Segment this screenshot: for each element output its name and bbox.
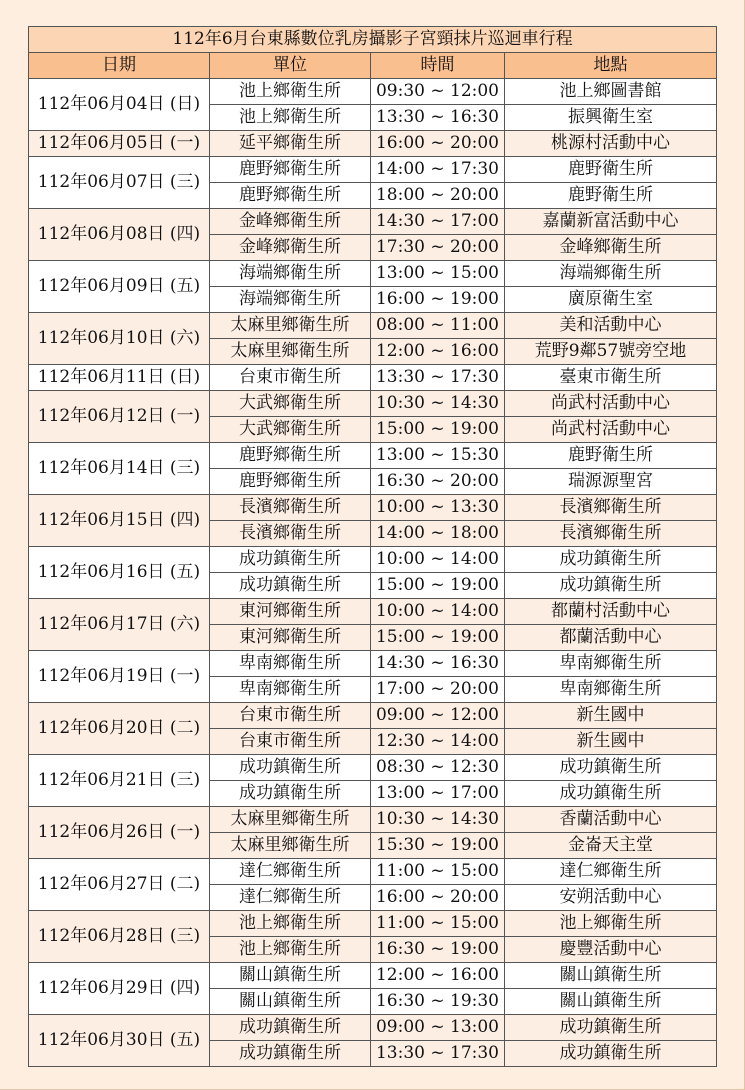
unit-cell: 太麻里鄉衛生所	[210, 339, 371, 365]
date-group	[29, 1015, 717, 1067]
time-cell: 15:30 ~ 19:00	[371, 833, 505, 859]
date-cell: 112年06月09日 (五)	[29, 261, 210, 313]
date-group	[29, 911, 717, 963]
date-cell: 112年06月10日 (六)	[29, 313, 210, 365]
place-cell: 長濱鄉衛生所	[505, 495, 717, 521]
date-cell: 112年06月15日 (四)	[29, 495, 210, 547]
unit-cell: 海端鄉衛生所	[210, 261, 371, 287]
date-group	[29, 703, 717, 755]
place-cell: 瑞源源聖宮	[505, 469, 717, 495]
place-cell: 臺東市衛生所	[505, 365, 717, 391]
place-cell: 香蘭活動中心	[505, 807, 717, 833]
time-cell: 13:00 ~ 15:30	[371, 443, 505, 469]
time-cell: 11:00 ~ 15:00	[371, 859, 505, 885]
unit-cell: 池上鄉衛生所	[210, 937, 371, 963]
time-cell: 16:30 ~ 19:00	[371, 937, 505, 963]
time-cell: 12:30 ~ 14:00	[371, 729, 505, 755]
unit-cell: 長濱鄉衛生所	[210, 521, 371, 547]
header-row	[29, 53, 717, 79]
date-group	[29, 859, 717, 911]
time-cell: 12:00 ~ 16:00	[371, 963, 505, 989]
unit-cell: 台東市衛生所	[210, 703, 371, 729]
table-row	[29, 651, 717, 677]
place-cell: 成功鎮衛生所	[505, 1041, 717, 1067]
place-cell: 金峰鄉衛生所	[505, 235, 717, 261]
time-cell: 14:30 ~ 16:30	[371, 651, 505, 677]
unit-cell: 東河鄉衛生所	[210, 625, 371, 651]
time-cell: 10:00 ~ 14:00	[371, 599, 505, 625]
title-row	[29, 27, 717, 53]
table-row	[29, 261, 717, 287]
date-group	[29, 157, 717, 209]
unit-cell: 關山鎮衛生所	[210, 989, 371, 1015]
date-group	[29, 807, 717, 859]
unit-cell: 成功鎮衛生所	[210, 781, 371, 807]
header-unit: 單位	[210, 53, 371, 79]
date-group	[29, 391, 717, 443]
time-cell: 16:30 ~ 20:00	[371, 469, 505, 495]
unit-cell: 成功鎮衛生所	[210, 547, 371, 573]
place-cell: 鹿野衛生所	[505, 157, 717, 183]
date-cell: 112年06月11日 (日)	[29, 365, 210, 391]
table-row	[29, 443, 717, 469]
place-cell: 都蘭村活動中心	[505, 599, 717, 625]
place-cell: 新生國中	[505, 729, 717, 755]
date-cell: 112年06月30日 (五)	[29, 1015, 210, 1067]
place-cell: 池上鄉圖書館	[505, 79, 717, 105]
unit-cell: 鹿野鄉衛生所	[210, 183, 371, 209]
time-cell: 17:30 ~ 20:00	[371, 235, 505, 261]
unit-cell: 大武鄉衛生所	[210, 391, 371, 417]
place-cell: 成功鎮衛生所	[505, 573, 717, 599]
unit-cell: 池上鄉衛生所	[210, 105, 371, 131]
table-row	[29, 911, 717, 937]
unit-cell: 成功鎮衛生所	[210, 1041, 371, 1067]
place-cell: 鹿野衛生所	[505, 443, 717, 469]
place-cell: 尚武村活動中心	[505, 417, 717, 443]
time-cell: 13:00 ~ 15:00	[371, 261, 505, 287]
table-row	[29, 365, 717, 391]
unit-cell: 太麻里鄉衛生所	[210, 313, 371, 339]
date-cell: 112年06月17日 (六)	[29, 599, 210, 651]
time-cell: 13:00 ~ 17:00	[371, 781, 505, 807]
time-cell: 09:00 ~ 12:00	[371, 703, 505, 729]
time-cell: 12:00 ~ 16:00	[371, 339, 505, 365]
place-cell: 荒野9鄰57號旁空地	[505, 339, 717, 365]
unit-cell: 卑南鄉衛生所	[210, 677, 371, 703]
time-cell: 15:00 ~ 19:00	[371, 573, 505, 599]
place-cell: 海端鄉衛生所	[505, 261, 717, 287]
unit-cell: 池上鄉衛生所	[210, 79, 371, 105]
table-row	[29, 131, 717, 157]
time-cell: 08:00 ~ 11:00	[371, 313, 505, 339]
time-cell: 16:00 ~ 20:00	[371, 885, 505, 911]
place-cell: 金崙天主堂	[505, 833, 717, 859]
date-group	[29, 313, 717, 365]
table-row	[29, 79, 717, 105]
time-cell: 18:00 ~ 20:00	[371, 183, 505, 209]
table-row	[29, 547, 717, 573]
place-cell: 桃源村活動中心	[505, 131, 717, 157]
unit-cell: 東河鄉衛生所	[210, 599, 371, 625]
date-cell: 112年06月12日 (一)	[29, 391, 210, 443]
place-cell: 美和活動中心	[505, 313, 717, 339]
place-cell: 卑南鄉衛生所	[505, 677, 717, 703]
time-cell: 17:00 ~ 20:00	[371, 677, 505, 703]
time-cell: 09:00 ~ 13:00	[371, 1015, 505, 1041]
unit-cell: 達仁鄉衛生所	[210, 859, 371, 885]
time-cell: 10:30 ~ 14:30	[371, 807, 505, 833]
time-cell: 10:00 ~ 14:00	[371, 547, 505, 573]
unit-cell: 太麻里鄉衛生所	[210, 807, 371, 833]
date-cell: 112年06月29日 (四)	[29, 963, 210, 1015]
place-cell: 尚武村活動中心	[505, 391, 717, 417]
place-cell: 長濱鄉衛生所	[505, 521, 717, 547]
table-title: 112年6月台東縣數位乳房攝影子宮頸抹片巡迴車行程	[29, 27, 717, 53]
table-row	[29, 391, 717, 417]
table-row	[29, 755, 717, 781]
date-cell: 112年06月26日 (一)	[29, 807, 210, 859]
date-cell: 112年06月20日 (二)	[29, 703, 210, 755]
unit-cell: 鹿野鄉衛生所	[210, 443, 371, 469]
unit-cell: 成功鎮衛生所	[210, 1015, 371, 1041]
place-cell: 安朔活動中心	[505, 885, 717, 911]
place-cell: 達仁鄉衛生所	[505, 859, 717, 885]
place-cell: 都蘭活動中心	[505, 625, 717, 651]
date-cell: 112年06月07日 (三)	[29, 157, 210, 209]
time-cell: 16:30 ~ 19:30	[371, 989, 505, 1015]
unit-cell: 池上鄉衛生所	[210, 911, 371, 937]
place-cell: 嘉蘭新富活動中心	[505, 209, 717, 235]
date-group	[29, 261, 717, 313]
unit-cell: 金峰鄉衛生所	[210, 235, 371, 261]
unit-cell: 達仁鄉衛生所	[210, 885, 371, 911]
date-group	[29, 209, 717, 261]
unit-cell: 延平鄉衛生所	[210, 131, 371, 157]
table-row	[29, 599, 717, 625]
date-group	[29, 365, 717, 391]
date-cell: 112年06月21日 (三)	[29, 755, 210, 807]
time-cell: 16:00 ~ 19:00	[371, 287, 505, 313]
table-row	[29, 963, 717, 989]
unit-cell: 卑南鄉衛生所	[210, 651, 371, 677]
time-cell: 14:30 ~ 17:00	[371, 209, 505, 235]
time-cell: 10:30 ~ 14:30	[371, 391, 505, 417]
unit-cell: 長濱鄉衛生所	[210, 495, 371, 521]
unit-cell: 鹿野鄉衛生所	[210, 469, 371, 495]
table-row	[29, 703, 717, 729]
unit-cell: 海端鄉衛生所	[210, 287, 371, 313]
place-cell: 成功鎮衛生所	[505, 781, 717, 807]
date-cell: 112年06月05日 (一)	[29, 131, 210, 157]
date-group	[29, 79, 717, 131]
time-cell: 14:00 ~ 18:00	[371, 521, 505, 547]
place-cell: 鹿野衛生所	[505, 183, 717, 209]
header-date: 日期	[29, 53, 210, 79]
time-cell: 13:30 ~ 16:30	[371, 105, 505, 131]
place-cell: 關山鎮衛生所	[505, 963, 717, 989]
time-cell: 15:00 ~ 19:00	[371, 417, 505, 443]
unit-cell: 成功鎮衛生所	[210, 755, 371, 781]
table-row	[29, 807, 717, 833]
place-cell: 成功鎮衛生所	[505, 1015, 717, 1041]
unit-cell: 成功鎮衛生所	[210, 573, 371, 599]
table-row	[29, 209, 717, 235]
table-row	[29, 495, 717, 521]
unit-cell: 台東市衛生所	[210, 365, 371, 391]
date-group	[29, 495, 717, 547]
date-cell: 112年06月04日 (日)	[29, 79, 210, 131]
date-group	[29, 599, 717, 651]
time-cell: 11:00 ~ 15:00	[371, 911, 505, 937]
header-time: 時間	[371, 53, 505, 79]
date-cell: 112年06月16日 (五)	[29, 547, 210, 599]
place-cell: 成功鎮衛生所	[505, 755, 717, 781]
unit-cell: 大武鄉衛生所	[210, 417, 371, 443]
time-cell: 08:30 ~ 12:30	[371, 755, 505, 781]
place-cell: 新生國中	[505, 703, 717, 729]
date-group	[29, 131, 717, 157]
unit-cell: 關山鎮衛生所	[210, 963, 371, 989]
date-cell: 112年06月08日 (四)	[29, 209, 210, 261]
table-row	[29, 1015, 717, 1041]
time-cell: 14:00 ~ 17:30	[371, 157, 505, 183]
date-group	[29, 651, 717, 703]
place-cell: 成功鎮衛生所	[505, 547, 717, 573]
unit-cell: 鹿野鄉衛生所	[210, 157, 371, 183]
date-group	[29, 963, 717, 1015]
time-cell: 09:30 ~ 12:00	[371, 79, 505, 105]
place-cell: 慶豐活動中心	[505, 937, 717, 963]
table-row	[29, 313, 717, 339]
place-cell: 關山鎮衛生所	[505, 989, 717, 1015]
date-cell: 112年06月14日 (三)	[29, 443, 210, 495]
unit-cell: 金峰鄉衛生所	[210, 209, 371, 235]
time-cell: 13:30 ~ 17:30	[371, 365, 505, 391]
date-cell: 112年06月28日 (三)	[29, 911, 210, 963]
place-cell: 廣原衛生室	[505, 287, 717, 313]
date-cell: 112年06月19日 (一)	[29, 651, 210, 703]
date-group	[29, 755, 717, 807]
schedule-table	[28, 26, 717, 1067]
time-cell: 16:00 ~ 20:00	[371, 131, 505, 157]
header-place: 地點	[505, 53, 717, 79]
date-group	[29, 443, 717, 495]
date-cell: 112年06月27日 (二)	[29, 859, 210, 911]
place-cell: 池上鄉衛生所	[505, 911, 717, 937]
time-cell: 10:00 ~ 13:30	[371, 495, 505, 521]
unit-cell: 台東市衛生所	[210, 729, 371, 755]
date-group	[29, 547, 717, 599]
time-cell: 13:30 ~ 17:30	[371, 1041, 505, 1067]
table-row	[29, 859, 717, 885]
place-cell: 卑南鄉衛生所	[505, 651, 717, 677]
place-cell: 振興衛生室	[505, 105, 717, 131]
unit-cell: 太麻里鄉衛生所	[210, 833, 371, 859]
time-cell: 15:00 ~ 19:00	[371, 625, 505, 651]
table-row	[29, 157, 717, 183]
